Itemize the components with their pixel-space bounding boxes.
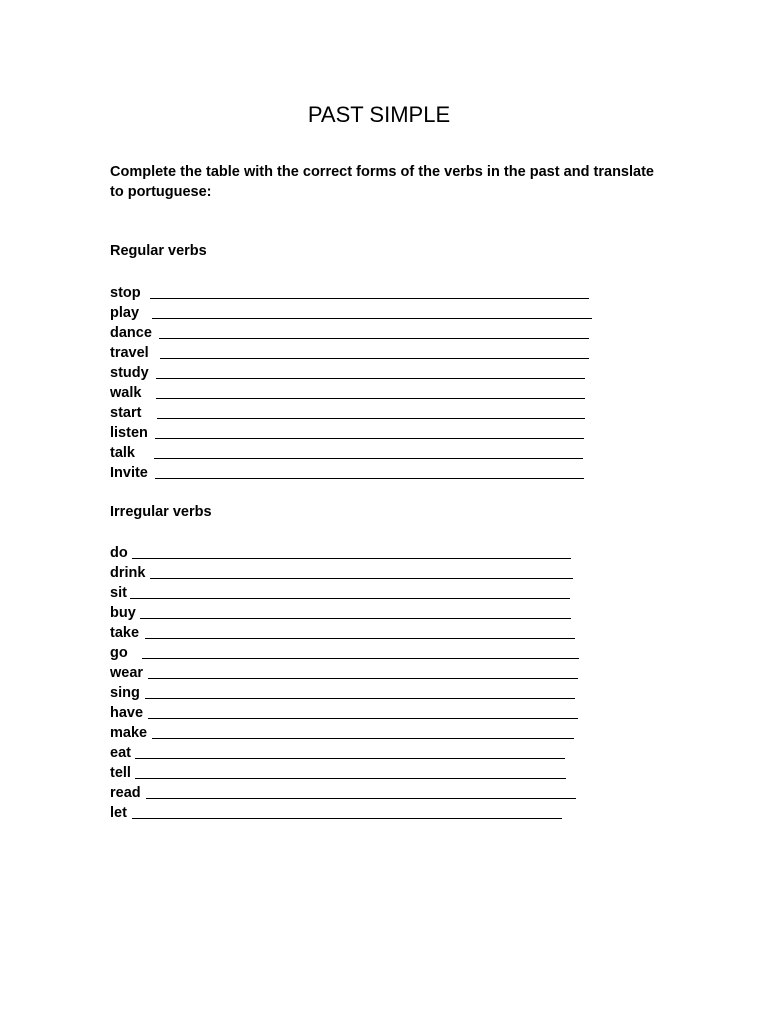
answer-blank[interactable] <box>140 618 571 619</box>
answer-blank[interactable] <box>132 558 571 559</box>
verb-label: eat <box>110 745 131 761</box>
answer-blank[interactable] <box>135 758 565 759</box>
answer-blank[interactable] <box>142 658 579 659</box>
verb-label: sit <box>110 585 127 601</box>
answer-blank[interactable] <box>145 698 575 699</box>
verb-label: dance <box>110 325 152 341</box>
verb-label: Invite <box>110 465 148 481</box>
answer-blank[interactable] <box>160 358 589 359</box>
answer-blank[interactable] <box>152 318 592 319</box>
verb-label: stop <box>110 285 141 301</box>
verb-label: wear <box>110 665 144 681</box>
verb-label: play <box>110 305 140 321</box>
answer-blank[interactable] <box>155 438 584 439</box>
irregular-verbs-heading: Irregular verbs <box>110 504 212 520</box>
answer-blank[interactable] <box>159 338 589 339</box>
answer-blank[interactable] <box>154 458 583 459</box>
answer-blank[interactable] <box>132 818 562 819</box>
verb-label: study <box>110 365 149 381</box>
verb-label: go <box>110 645 128 661</box>
verb-label: tell <box>110 765 131 781</box>
answer-blank[interactable] <box>130 598 570 599</box>
verb-label: sing <box>110 685 140 701</box>
verb-label: talk <box>110 445 135 461</box>
answer-blank[interactable] <box>145 638 575 639</box>
answer-blank[interactable] <box>135 778 566 779</box>
verb-label: make <box>110 725 148 741</box>
answer-blank[interactable] <box>148 718 578 719</box>
answer-blank[interactable] <box>156 398 585 399</box>
verb-label: buy <box>110 605 136 621</box>
answer-blank[interactable] <box>152 738 574 739</box>
verb-label: listen <box>110 425 148 441</box>
verb-label: walk <box>110 385 142 401</box>
page-title: PAST SIMPLE <box>307 102 451 127</box>
answer-blank[interactable] <box>150 298 589 299</box>
answer-blank[interactable] <box>156 378 585 379</box>
answer-blank[interactable] <box>146 798 576 799</box>
answer-blank[interactable] <box>148 678 578 679</box>
verb-label: start <box>110 405 142 421</box>
verb-label: travel <box>110 345 149 361</box>
verb-label: let <box>110 805 127 821</box>
verb-label: have <box>110 705 144 721</box>
verb-label: drink <box>110 565 146 581</box>
instructions-text: Complete the table with the correct forms of the verbs in the past and translate to portuguese: <box>110 164 654 200</box>
answer-blank[interactable] <box>157 418 585 419</box>
answer-blank[interactable] <box>155 478 584 479</box>
verb-label: take <box>110 625 140 641</box>
verb-label: do <box>110 545 128 561</box>
answer-blank[interactable] <box>150 578 573 579</box>
verb-label: read <box>110 785 141 801</box>
regular-verbs-heading: Regular verbs <box>110 243 207 259</box>
